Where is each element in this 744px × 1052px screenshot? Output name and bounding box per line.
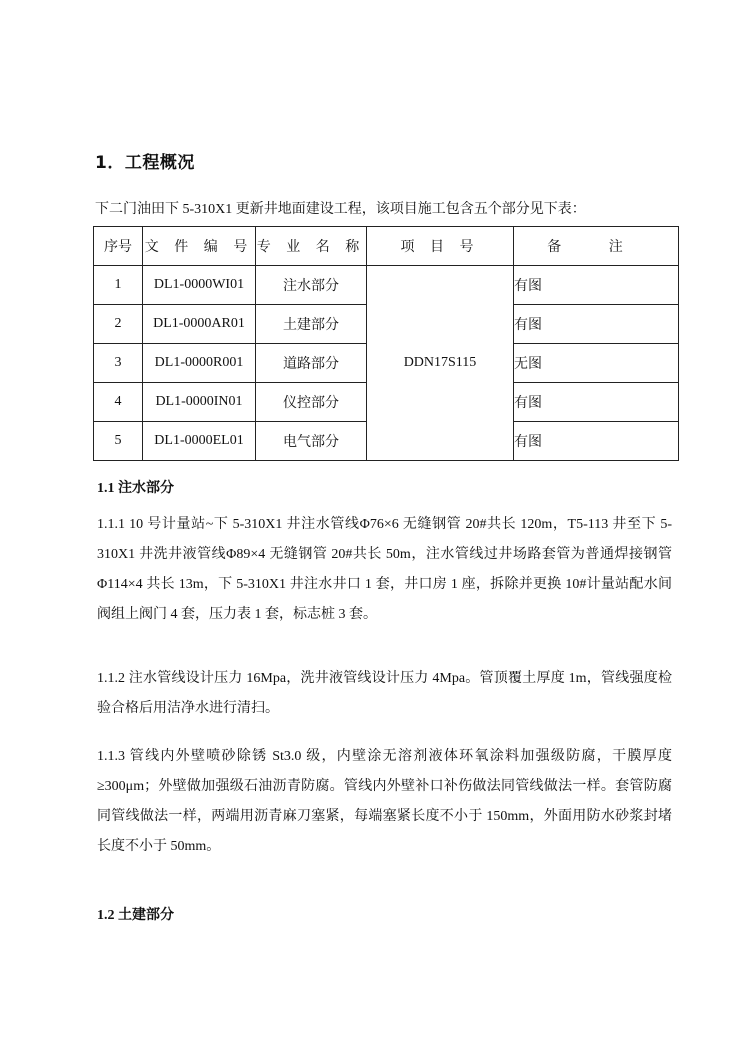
cell-doc-no: DL1-0000AR01 <box>143 305 256 344</box>
cell-seq: 4 <box>94 383 143 422</box>
cell-note: 有图 <box>514 383 679 422</box>
section-1-1-paragraph-1 <box>97 510 672 630</box>
cell-spec-name: 土建部分 <box>256 305 367 344</box>
cell-note: 有图 <box>514 266 679 305</box>
section-1-2-title: 1.2 土建部分 <box>97 908 174 923</box>
cell-project-no: DDN17S115 <box>367 266 514 461</box>
cell-doc-no: DL1-0000WI01 <box>143 266 256 305</box>
section-1-intro: 下二门油田下 5-310X1 更新井地面建设工程，该项目施工包含五个部分见下表： <box>95 202 586 217</box>
section-1-1-paragraph-3 <box>97 742 672 862</box>
paragraph-text: 1.1.2 注水管线设计压力 16Mpa，洗井液管线设计压力 4Mpa。管顶覆土厚度 1m，管线强度检验合格后用洁净水进行清扫。 <box>97 671 672 716</box>
header-spec-name: 专 业 名 称 <box>256 227 367 266</box>
header-doc-no: 文 件 编 号 <box>143 227 256 266</box>
cell-note: 无图 <box>514 344 679 383</box>
cell-spec-name: 电气部分 <box>256 422 367 461</box>
paragraph-text: 1.1.3 管线内外壁喷砂除锈 St3.0 级，内壁涂无溶剂液体环氧涂料加强级防腐，干膜厚度≥300μm；外壁做加强级石油沥青防腐。管线内外壁补口补伤做法同管线做法一样。套管防腐同管线做法一样，两端用沥青麻刀塞紧，每端塞紧长度不小于 150mm，外面用防水砂浆封堵长度不小于 50mm。 <box>97 749 672 854</box>
section-1-1-title: 1.1 注水部分 <box>97 481 174 496</box>
header-project-no: 项 目 号 <box>367 227 514 266</box>
cell-doc-no: DL1-0000R001 <box>143 344 256 383</box>
paragraph-text: 1.1.1 10 号计量站~下 5-310X1 井注水管线Φ76×6 无缝钢管 20#共长 120m，T5-113 井至下 5-310X1 井洗井液管线Φ89×4 无缝钢管 20#共长 50m，注水管线过井场路套管为普通焊接钢管Φ114×4 共长 13m，下 5-310X1 井注水井口 1 套，井口房 1 座，拆除并更换 10#计量站配水间阀组上阀门 4 套，压力表 1 套，标志桩 3 套。 <box>97 517 672 622</box>
cell-note: 有图 <box>514 422 679 461</box>
section-1-1-paragraph-2 <box>97 664 672 724</box>
header-seq: 序号 <box>94 227 143 266</box>
cell-seq: 5 <box>94 422 143 461</box>
cell-spec-name: 道路部分 <box>256 344 367 383</box>
cell-seq: 3 <box>94 344 143 383</box>
cell-seq: 1 <box>94 266 143 305</box>
header-note: 备 注 <box>514 227 679 266</box>
cell-doc-no: DL1-0000EL01 <box>143 422 256 461</box>
cell-note: 有图 <box>514 305 679 344</box>
table-row <box>94 266 679 305</box>
project-parts-table <box>93 226 679 461</box>
section-1-title: 1．工程概况 <box>95 153 195 173</box>
cell-spec-name: 注水部分 <box>256 266 367 305</box>
table-header-row <box>94 227 679 266</box>
cell-spec-name: 仪控部分 <box>256 383 367 422</box>
cell-doc-no: DL1-0000IN01 <box>143 383 256 422</box>
cell-seq: 2 <box>94 305 143 344</box>
